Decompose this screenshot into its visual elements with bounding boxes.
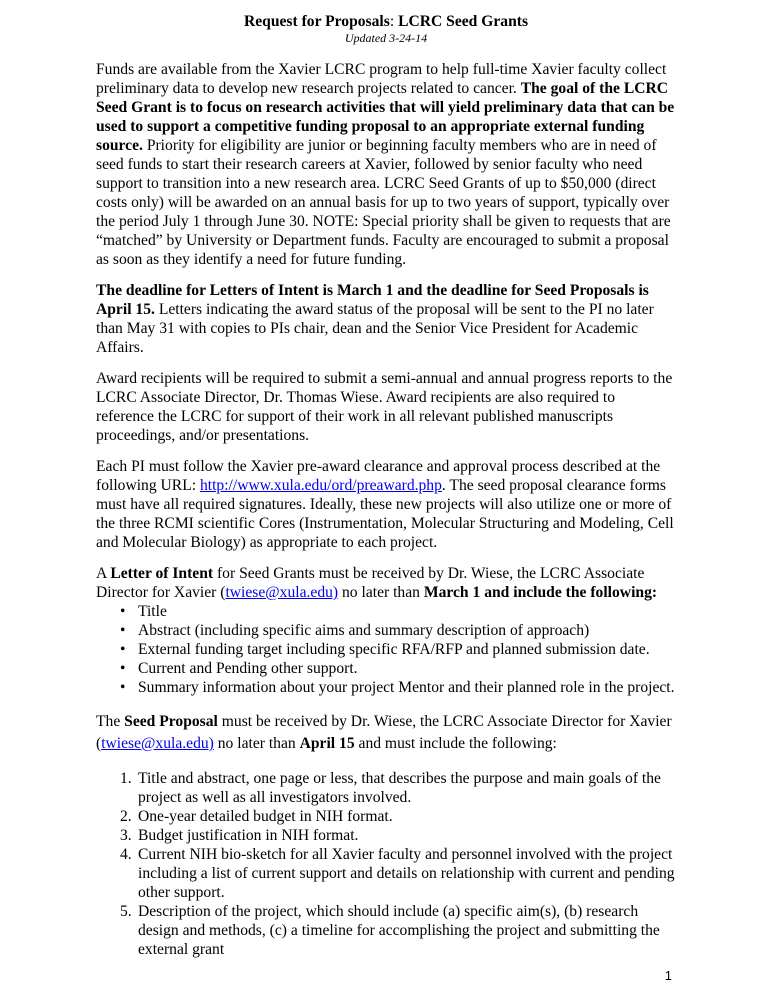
item-number: 1. — [120, 770, 132, 787]
bullet-icon: • — [120, 622, 126, 639]
loi-email-link[interactable]: twiese@xula.edu) — [225, 584, 339, 601]
bullet-icon: • — [120, 660, 126, 677]
deadline-text: Letters indicating the award status of the proposal will be sent to the PI no later than May 31 with copies to PIs chair, dean and the Senior Vice President for Academic Affairs. — [96, 301, 654, 356]
item-number: 3. — [120, 827, 132, 844]
document-body — [96, 12, 676, 959]
intro-text-1: Funds are available from the Xavier LCRC program to help full-time Xavier faculty collect preliminary data to develop new research projects related to cancer. — [96, 61, 667, 97]
list-item — [120, 659, 676, 678]
paragraph-preaward — [96, 457, 676, 552]
updated-date: Updated 3-24-14 — [344, 31, 428, 45]
loi-bold-1: Letter of Intent — [110, 565, 214, 582]
list-item — [120, 640, 676, 659]
proposal-requirements-list — [96, 769, 676, 959]
page-number: 1 — [664, 968, 672, 983]
preaward-url-link[interactable]: http://www.xula.edu/ord/preaward.php — [199, 477, 442, 494]
seed-text-3: no later than — [213, 735, 300, 752]
preaward-text-2: . The seed proposal clearance forms must have all required signatures. Ideally, these new projects will also utilize one or more of the three RCMI scientific Cores (Instrumentation, Molecular Structuring and Modeling, Cell and Molecular Biology) as appropriate to each project. — [96, 477, 674, 551]
spacer — [96, 697, 676, 711]
title-part1: Request for Proposals — [243, 13, 390, 30]
seed-text-2: must be received by Dr. Wiese, the LCRC Associate Director for Xavier ( — [96, 713, 672, 752]
list-item-text: Title — [138, 603, 167, 620]
list-item — [120, 678, 676, 697]
list-item — [120, 807, 676, 826]
loi-bold-2: March 1 and include the following: — [423, 584, 658, 601]
item-number: 5. — [120, 903, 132, 920]
list-item — [120, 602, 676, 621]
seed-bold-1: Seed Proposal — [124, 713, 218, 730]
list-item-text: One-year detailed budget in NIH format. — [138, 808, 393, 825]
list-item-text: External funding target including specific RFA/RFP and planned submission date. — [138, 641, 650, 658]
bullet-icon: • — [120, 679, 126, 696]
seed-text-1: The — [96, 713, 125, 730]
loi-text-3: no later than — [338, 584, 424, 601]
list-item — [120, 845, 676, 902]
seed-email-link[interactable]: twiese@xula.edu) — [101, 735, 214, 752]
preaward-text-1: Each PI must follow the Xavier pre-award clearance and approval process described at the following URL: — [96, 458, 661, 494]
item-number: 4. — [120, 846, 132, 863]
list-item-text: Abstract (including specific aims and summary description of approach) — [138, 622, 590, 639]
reporting-text: Award recipients will be required to submit a semi-annual and annual progress reports to the LCRC Associate Director, Dr. Thomas Wiese. Award recipients are also required to reference the LCRC for support of their work in all relevant published manuscripts proceedings, and/or presentations. — [96, 370, 673, 444]
paragraph-intro — [96, 60, 676, 269]
intro-text-2: Priority for eligibility are junior or beginning faculty members who are in need of seed funds to start their research careers at Xavier, followed by senior faculty who need support to transition into a new research area. LCRC Seed Grants of up to $50,000 (direct costs only) will be awarded on an annual basis for up to two years of support, typically over the period July 1 through June 30. NOTE: Special priority shall be given to requests that are “matched” by University or Department funds. Faculty are encouraged to submit a proposal as soon as they identify a need for future funding. — [96, 137, 671, 268]
item-number: 2. — [120, 808, 132, 825]
seed-bold-2: April 15 — [299, 735, 355, 752]
bullet-icon: • — [120, 641, 126, 658]
list-item-text: Summary information about your project Mentor and their planned role in the project. — [138, 679, 675, 696]
paragraph-seed-proposal — [96, 711, 676, 755]
loi-requirements-list — [96, 602, 676, 697]
deadline-bold: The deadline for Letters of Intent is March 1 and the deadline for Seed Proposals is April 15. — [96, 282, 649, 318]
bullet-icon: • — [120, 603, 126, 620]
list-item-text: Current and Pending other support. — [138, 660, 358, 677]
list-item — [120, 826, 676, 845]
list-item-text: Current NIH bio-sketch for all Xavier faculty and personnel involved with the project including a list of current support and details on relationship with current and pending other support. — [138, 846, 675, 901]
list-item — [120, 902, 676, 959]
intro-goal-bold: The goal of the LCRC Seed Grant is to focus on research activities that will yield preliminary data that can be used to support a competitive funding proposal to an appropriate external funding source. — [96, 80, 675, 154]
title-colon: : — [389, 13, 399, 30]
page-title — [96, 12, 676, 31]
title-part2: LCRC Seed Grants — [398, 13, 529, 30]
paragraph-loi — [96, 564, 676, 602]
paragraph-reporting — [96, 369, 676, 445]
paragraph-deadlines — [96, 281, 676, 357]
list-item-text: Description of the project, which should include (a) specific aim(s), (b) research design and methods, (c) a timeline for accomplishing the project and submitting the external grant — [138, 903, 660, 958]
loi-text-2: for Seed Grants must be received by Dr. Wiese, the LCRC Associate Director for Xavier ( — [96, 565, 645, 601]
list-item-text: Budget justification in NIH format. — [138, 827, 359, 844]
list-item-text: Title and abstract, one page or less, that describes the purpose and main goals of the project as well as all investigators involved. — [138, 770, 661, 806]
seed-text-4: and must include the following: — [354, 735, 557, 752]
list-item — [120, 769, 676, 807]
loi-text-1: A — [96, 565, 111, 582]
list-item — [120, 621, 676, 640]
